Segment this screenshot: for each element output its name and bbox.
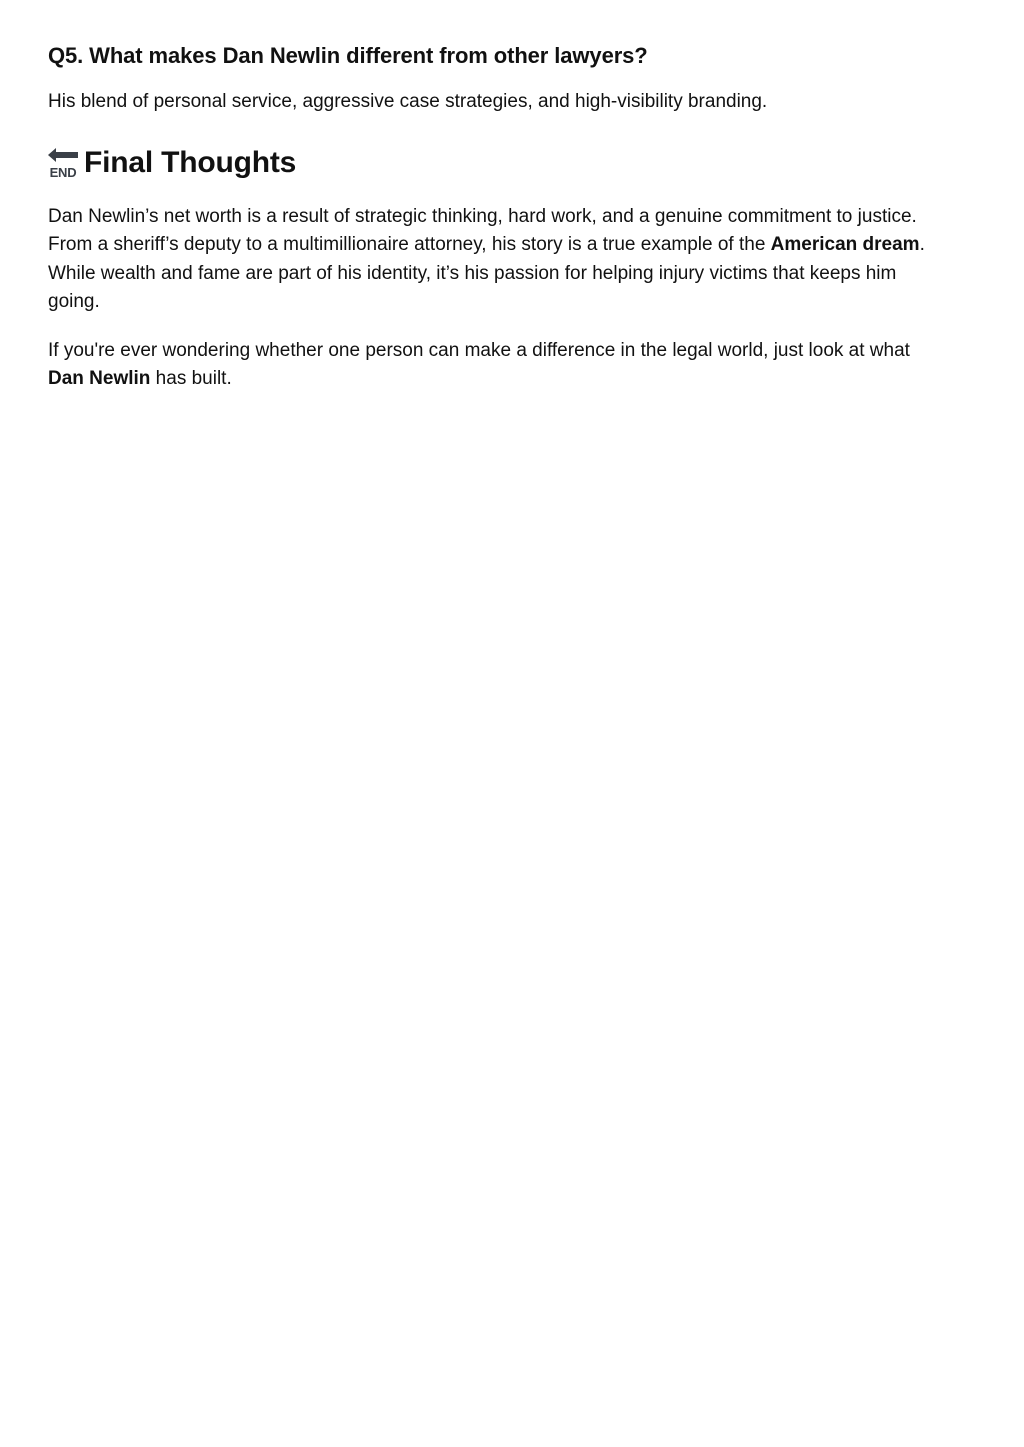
paragraph-text: has built. [150,368,232,389]
end-arrow-icon [48,147,78,179]
paragraph-text: . While wealth and fame are part of his identity, it’s his passion for helping injury victims that keeps him going. [48,234,925,312]
bold-phrase-american-dream: American dream [770,234,920,255]
faq-answer: His blend of personal service, aggressive case strategies, and high-visibility branding. [48,91,768,112]
paragraph-closing [48,337,948,394]
paragraph-text: If you're ever wondering whether one person can make a difference in the legal world, just look at what [48,339,910,361]
svg-text:END: END [49,164,77,179]
section-heading-final-thoughts [48,141,948,185]
faq-question: Q5. What makes Dan Newlin different from other lawyers? [48,43,648,68]
bold-name-dan-newlin: Dan Newlin [48,368,151,389]
article-content [48,40,948,394]
paragraph-text: Dan Newlin’s net worth is a result of strategic thinking, hard work, and a genuine commitment to justice. From a sheriff’s deputy to a multimillionaire attorney, his story is a true example of the [48,205,917,255]
section-heading-text: Final Thoughts [84,145,297,179]
paragraph-net-worth [48,203,948,317]
